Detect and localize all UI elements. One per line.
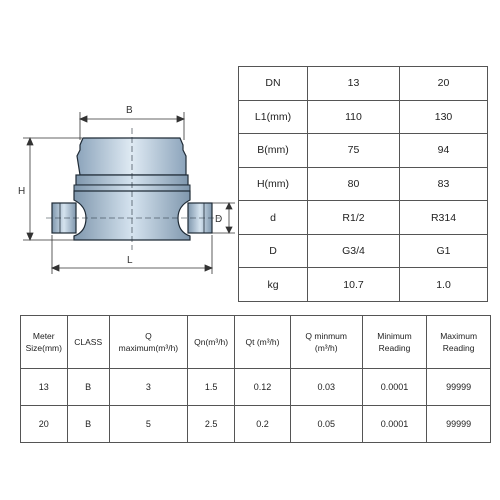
performance-spec-table (20, 315, 491, 443)
table-cell: 5 (109, 406, 187, 443)
table-cell: 2.5 (187, 406, 234, 443)
column-header-line: Qt (m³/h) (245, 337, 280, 347)
spec-row (239, 201, 488, 235)
column-header-line: (m³/h) (314, 343, 338, 353)
table-cell: 0.12 (235, 369, 290, 406)
table-cell: 99999 (427, 406, 491, 443)
table-cell: B (67, 406, 109, 443)
water-meter-drawing (0, 0, 235, 300)
spec-cell: 10.7 (308, 268, 400, 302)
spec-cell: 75 (308, 134, 400, 168)
dimension-b (80, 112, 184, 140)
column-header-line: Maximum (440, 331, 478, 341)
spec-row (239, 134, 488, 168)
column-header-line: Meter (32, 331, 55, 341)
table-cell: 1.5 (187, 369, 234, 406)
spec-cell: 1.0 (400, 268, 488, 302)
spec-row-label: B(mm) (239, 134, 308, 168)
spec-cell: 94 (400, 134, 488, 168)
spec-cell: 20 (400, 67, 488, 101)
spec-cell: R1/2 (308, 201, 400, 235)
spec-row-label: kg (239, 268, 308, 302)
spec-cell: R314 (400, 201, 488, 235)
column-header (427, 316, 491, 369)
column-header-line: Size(mm) (25, 343, 62, 353)
meter-body (46, 128, 223, 250)
spec-cell: 80 (308, 167, 400, 201)
table-cell: 0.0001 (362, 406, 427, 443)
header-row (21, 316, 491, 369)
column-header (290, 316, 362, 369)
spec-row (239, 167, 488, 201)
spec-row (239, 100, 488, 134)
table-cell: 0.03 (290, 369, 362, 406)
spec-row-label: D (239, 234, 308, 268)
table-cell: 99999 (427, 369, 491, 406)
spec-row-label: L1(mm) (239, 100, 308, 134)
dimension-l-label: L (127, 255, 133, 266)
spec-row-label: d (239, 201, 308, 235)
column-header-line: Minimum (377, 331, 412, 341)
spec-cell: 83 (400, 167, 488, 201)
table-cell: B (67, 369, 109, 406)
spec-row (239, 67, 488, 101)
spec-cell: 130 (400, 100, 488, 134)
column-header-line: Q minmum (305, 331, 347, 341)
column-header-line: maximum(m³/h) (118, 343, 179, 353)
column-header (67, 316, 109, 369)
column-header (109, 316, 187, 369)
spec-row-label: H(mm) (239, 167, 308, 201)
spec-cell: G3/4 (308, 234, 400, 268)
table-cell: 0.2 (235, 406, 290, 443)
spec-cell: 13 (308, 67, 400, 101)
column-header (187, 316, 234, 369)
table-cell: 0.0001 (362, 369, 427, 406)
spec-cell: G1 (400, 234, 488, 268)
column-header (21, 316, 68, 369)
spec-cell: 110 (308, 100, 400, 134)
dimension-spec-table (238, 66, 488, 302)
spec-row (239, 234, 488, 268)
column-header (362, 316, 427, 369)
spec-row (239, 268, 488, 302)
table-row (21, 369, 491, 406)
column-header-line: Reading (442, 343, 475, 353)
table-cell: 20 (21, 406, 68, 443)
column-header (235, 316, 290, 369)
table-row (21, 406, 491, 443)
dimension-b-label: B (126, 105, 133, 116)
dimension-d-label: D (215, 214, 223, 225)
table-cell: 13 (21, 369, 68, 406)
table-cell: 3 (109, 369, 187, 406)
column-header-line: Qn(m³/h) (194, 337, 229, 347)
column-header-line: Q (145, 331, 152, 341)
dimension-h-label: H (18, 186, 26, 197)
column-header-line: Reading (378, 343, 411, 353)
table-cell: 0.05 (290, 406, 362, 443)
spec-row-label: DN (239, 67, 308, 101)
column-header-line: CLASS (74, 337, 103, 347)
